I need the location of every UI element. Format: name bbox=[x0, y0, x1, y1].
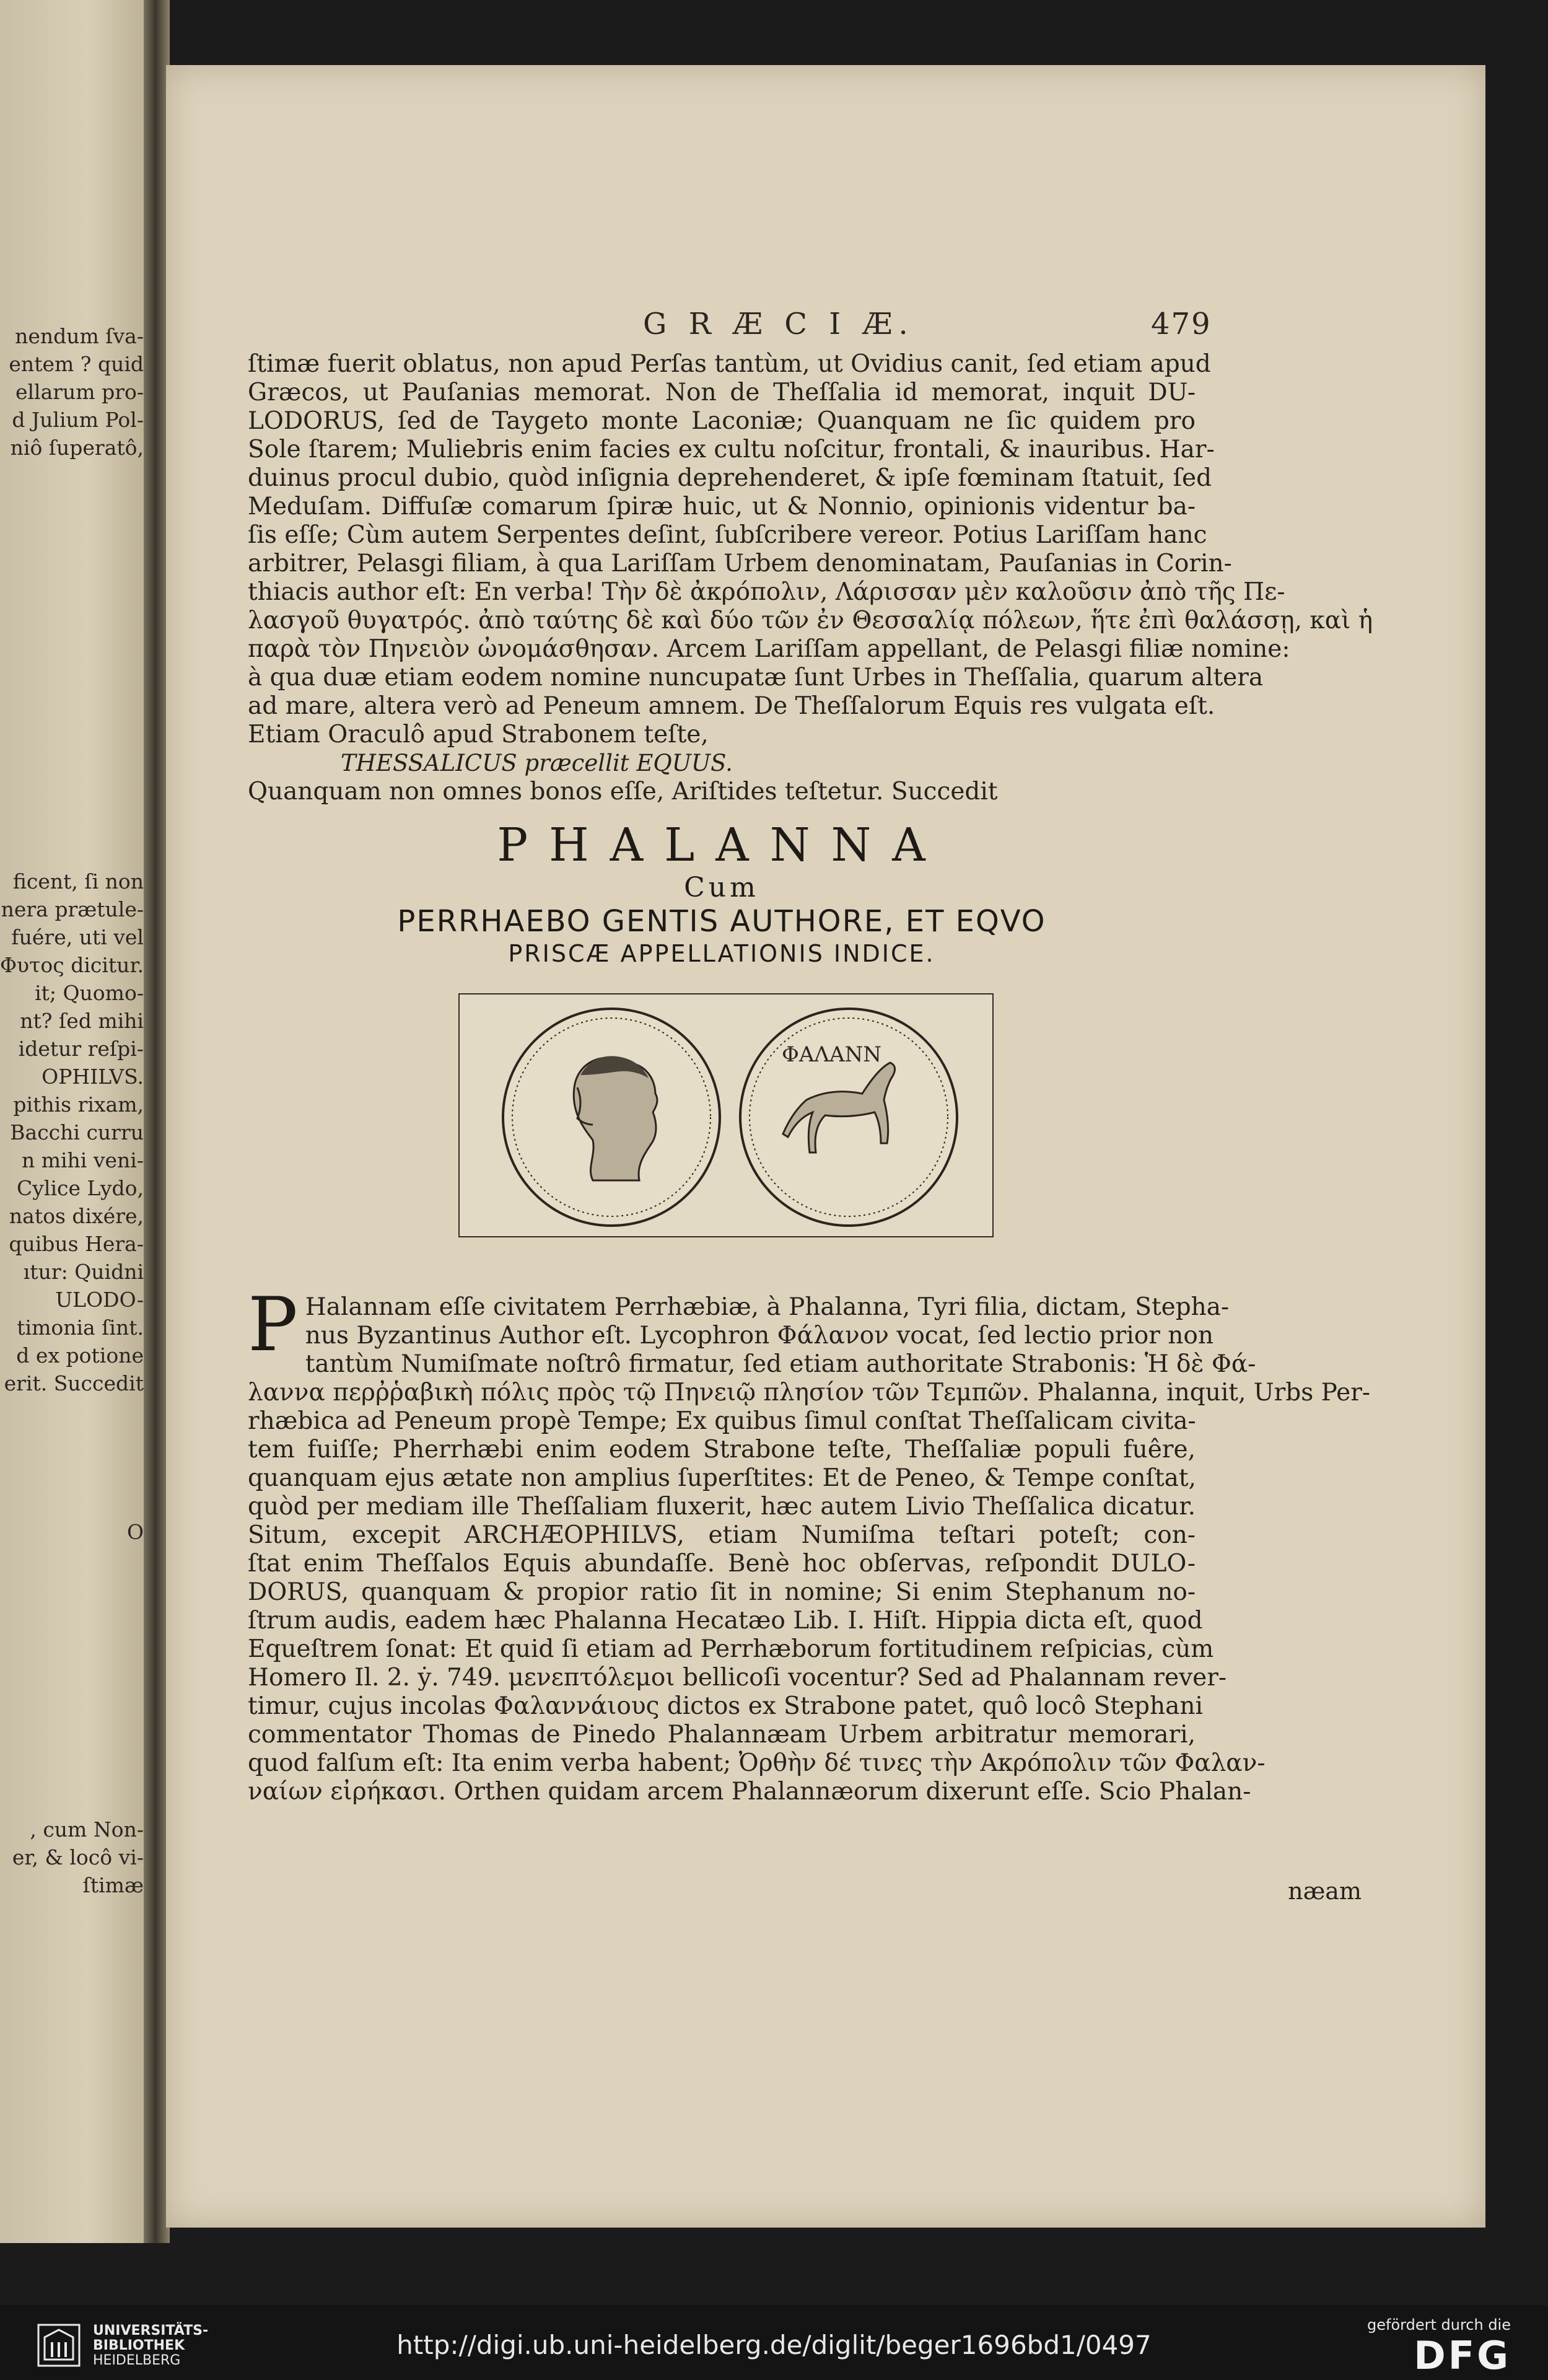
left-page-text-fragment: niô ſuperatô, bbox=[10, 436, 144, 460]
text-line: thiacis author eſt: En verba! Τὴν δὲ ἀκρόπολιν, Λάρισσαν μὲν καλοῦσιν ἀπὸ τῆς Πε- bbox=[248, 578, 1285, 606]
coin-engraving bbox=[460, 995, 992, 1236]
university-name-line-1: UNIVERSITÄTS- bbox=[93, 2323, 209, 2338]
left-page-text-fragment: er, & locô vi- bbox=[12, 1845, 144, 1869]
body-text bbox=[248, 350, 1373, 1806]
left-page-text-fragment: nendum ſva- bbox=[15, 324, 144, 348]
left-page-text-fragment: fuére, uti vel bbox=[11, 925, 144, 949]
text-line: tem fuiſſe; Pherrhæbi enim eodem Strabone teſte, Theſſaliæ populi fuêre, bbox=[248, 1436, 1196, 1464]
text-line: ναίων εἰρήκασι. Orthen quidam arcem Phalannæorum dixerunt eſſe. Scio Phalan- bbox=[248, 1778, 1251, 1806]
left-page-text-fragment: timonia ſint. bbox=[17, 1315, 144, 1340]
text-line: rhæbica ad Peneum propè Tempe; Ex quibus ſimul conſtat Theſſalicam civita- bbox=[248, 1407, 1196, 1435]
coin-reverse bbox=[740, 1009, 957, 1226]
text-line: Halannam eſſe civitatem Perrhæbiæ, à Phalanna, Tyri filia, dictam, Stepha- bbox=[305, 1293, 1230, 1321]
text-line: quòd per mediam ille Theſſaliam fluxerit, hæc autem Livio Theſſalica dicatur. bbox=[248, 1493, 1196, 1521]
text-line: Sole ſtarem; Muliebris enim facies ex cultu noſcitur, frontali, & inauribus. Har- bbox=[248, 436, 1215, 463]
left-page-text-fragment: entem ? quid bbox=[9, 352, 144, 376]
university-name-line-3: HEIDELBERG bbox=[93, 2353, 181, 2368]
text-line: nus Byzantinus Author eſt. Lycophron Φάλανον vocat, ſed lectio prior non bbox=[305, 1322, 1214, 1350]
text-line: Homero Il. 2. ẏ. 749. μενεπτόλεμοι bellicoſi vocentur? Sed ad Phalannam rever- bbox=[248, 1664, 1227, 1692]
verse-quotation: THESSALICUS præcellit EQUUS. bbox=[341, 750, 733, 776]
section-subtitle-2: PRISCÆ APPELLATIONIS INDICE. bbox=[508, 940, 935, 967]
left-page-text-fragment: it; Quomo- bbox=[35, 981, 144, 1005]
left-page-text-fragment: O bbox=[126, 1520, 144, 1544]
left-page-text-fragment: Φυτος dicitur. bbox=[0, 953, 144, 977]
section-title-cum: Cum bbox=[684, 872, 759, 903]
coin-illustration bbox=[458, 993, 994, 1237]
left-page-text-fragment: d ex potione bbox=[16, 1343, 144, 1368]
left-page-text-fragment: nt? ſed mihi bbox=[20, 1009, 144, 1033]
left-page-text-fragment: ULODO- bbox=[55, 1288, 144, 1312]
left-page-text-fragment: natos dixére, bbox=[9, 1204, 144, 1228]
left-page-text-fragment: ıtur: Quidni bbox=[23, 1260, 144, 1284]
text-line: commentator Thomas de Pinedo Phalannæam Urbem arbitratur memorari, bbox=[248, 1721, 1196, 1749]
text-line: Etiam Oraculô apud Strabonem teſte, bbox=[248, 721, 709, 749]
university-name-line-2: BIBLIOTHEK bbox=[93, 2338, 185, 2353]
catchword: næam bbox=[1288, 1877, 1362, 1905]
coin-obverse bbox=[503, 1009, 720, 1226]
dfg-logo[interactable]: DFG bbox=[1414, 2333, 1511, 2378]
drop-cap: P bbox=[248, 1282, 298, 1368]
left-page-text-fragment: idetur reſpi- bbox=[18, 1037, 144, 1061]
text-line: arbitrer, Pelasgi filiam, à qua Lariſſam Urbem denominatam, Pauſanias in Corin- bbox=[248, 550, 1232, 577]
paragraph-2-lines bbox=[248, 1282, 1371, 1806]
permalink-url[interactable]: http://digi.ub.uni-heidelberg.de/diglit/beger1696bd1/0497 bbox=[396, 2330, 1152, 2360]
left-page-fragment bbox=[0, 0, 146, 2243]
left-page-text-fragment: quibus Hera- bbox=[9, 1232, 144, 1256]
text-line: ſtimæ fuerit oblatus, non apud Perſas tantùm, ut Ovidius canit, ſed etiam apud bbox=[248, 350, 1211, 378]
left-page-text-fragment: , cum Non- bbox=[30, 1817, 144, 1842]
left-page-text-fragment: ficent, ſi non bbox=[12, 869, 144, 894]
left-page-text-fragment: OPHILVS. bbox=[42, 1065, 144, 1089]
text-line: quod falſum eſt: Ita enim verba habent; Ὀρθὴν δέ τινες τὴν Ακρόπολιν τῶν Φαλαν- bbox=[248, 1749, 1266, 1777]
text-line: ſis eſſe; Cùm autem Serpentes deſint, ſubſcribere vereor. Potius Lariſſam hanc bbox=[248, 521, 1207, 549]
text-line: ſtrum audis, eadem hæc Phalanna Hecatæo Lib. I. Hiſt. Hippia dicta eſt, quod bbox=[248, 1607, 1203, 1635]
left-page-text-fragment: ellarum pro- bbox=[15, 380, 144, 404]
left-page-text-fragment: Cylice Lydo, bbox=[17, 1176, 144, 1200]
running-head-title: G R Æ C I Æ. bbox=[643, 307, 914, 341]
section-subtitle-1: PERRHAEBO GENTIS AUTHORE, ET EQVO bbox=[397, 904, 1046, 939]
text-line: timur, cujus incolas Φαλαννάιους dictos ex Strabone patet, quô locô Stephani bbox=[248, 1692, 1203, 1720]
left-page-text-fragment: Bacchi curru bbox=[10, 1120, 144, 1144]
left-page-text-fragment: erit. Succedit bbox=[4, 1371, 144, 1395]
text-line: Situm, excepit ARCHÆOPHILVS, etiam Numiſma teſtari poteſt; con- bbox=[248, 1521, 1196, 1549]
text-line: παρὰ τὸν Πηνειὸν ὠνομάσθησαν. Arcem Lariſſam appellant, de Pelasgi filiæ nomine: bbox=[248, 635, 1290, 663]
left-page-text-fragment: nera prætule- bbox=[1, 897, 144, 921]
funding-text: gefördert durch die bbox=[1367, 2316, 1511, 2334]
paragraph-2 bbox=[248, 1282, 1371, 1806]
coin-legend: ΦΑΛΑΝΝ bbox=[782, 1042, 882, 1067]
left-page-text-fragment: ſtimæ bbox=[82, 1873, 144, 1897]
paragraph-1-end: Quanquam non omnes bonos eſſe, Ariſtides teſtetur. Succedit bbox=[248, 778, 998, 806]
text-line: LODORUS, ſed de Taygeto monte Laconiæ; Quanquam ne ſic quidem pro bbox=[248, 407, 1196, 435]
text-line: à qua duæ etiam eodem nomine nuncupatæ ſunt Urbes in Theſſalia, quarum altera bbox=[248, 664, 1264, 692]
left-page-text-fragment: n mihi veni- bbox=[21, 1148, 144, 1172]
paragraph-1 bbox=[248, 350, 1373, 749]
text-line: Meduſam. Diffuſæ comarum ſpiræ huic, ut & Nonnio, opinionis videntur ba- bbox=[248, 493, 1196, 520]
page-number: 479 bbox=[1151, 307, 1212, 341]
text-line: ſtat enim Theſſalos Equis abundaſſe. Benè hoc obſervas, reſpondit DULO- bbox=[248, 1550, 1196, 1578]
text-line: Græcos, ut Pauſanias memorat. Non de Theſſalia id memorat, inquit DU- bbox=[248, 379, 1196, 406]
text-line: quanquam ejus ætate non amplius ſuperſtites: Et de Peneo, & Tempe conſtat, bbox=[248, 1464, 1196, 1492]
text-line: ad mare, altera verò ad Peneum amnem. De Theſſalorum Equis res vulgata eſt. bbox=[248, 692, 1215, 720]
text-line: duinus procul dubio, quòd inſignia deprehenderet, & ipſe fœminam ſtatuit, ſed bbox=[248, 464, 1212, 492]
text-line: tantùm Numiſmate noſtrô firmatur, ſed etiam authoritate Strabonis: Ἡ δὲ Φά- bbox=[305, 1350, 1256, 1378]
text-line: Equeſtrem ſonat: Et quid ſi etiam ad Perrhæborum fortitudinem reſpicias, cùm bbox=[248, 1635, 1214, 1663]
text-line: λασγοῦ θυγατρός. ἀπὸ ταύτης δὲ καὶ δύο τῶν ἐν Θεσσαλίᾳ πόλεων, ἥτε ἐπὶ θαλάσσῃ, καὶ ἡ bbox=[248, 607, 1373, 635]
left-page-text-fragment: d Julium Pol- bbox=[12, 408, 144, 432]
section-title: PHALANNA bbox=[497, 819, 947, 872]
left-page-text-fragment: pithis rixam, bbox=[13, 1092, 144, 1117]
text-line: λαννα περῤῥαβικὴ πόλις πρὸς τῷ Πηνειῷ πλησίον τῶν Τεμπῶν. Phalanna, inquit, Urbs Per- bbox=[248, 1379, 1371, 1407]
viewer-footer bbox=[0, 2305, 1548, 2380]
book-page bbox=[166, 65, 1485, 2228]
text-line: DORUS, quanquam & propior ratio ſit in nomine; Si enim Stephanum no- bbox=[248, 1578, 1196, 1606]
